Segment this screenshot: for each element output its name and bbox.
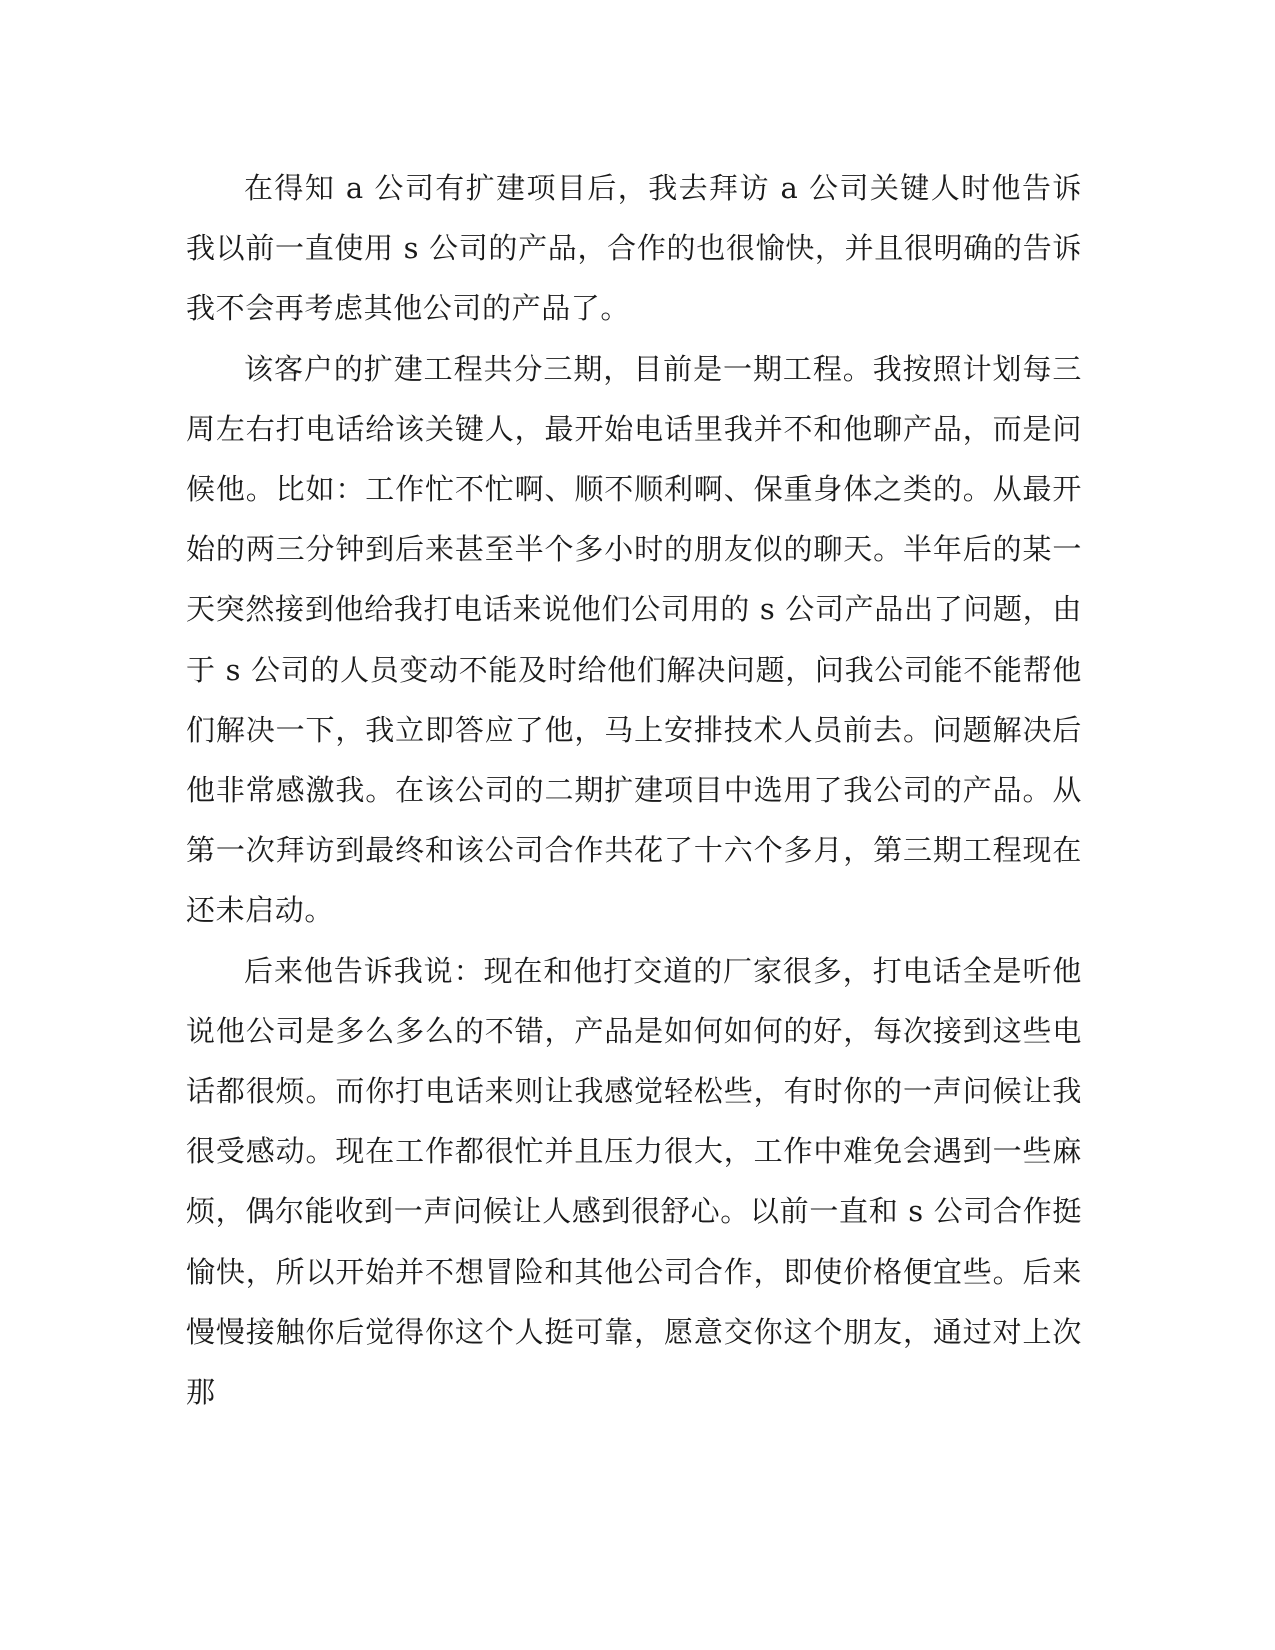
document-body — [186, 158, 1082, 1422]
paragraph-1: 在得知 a 公司有扩建项目后，我去拜访 a 公司关键人时他告诉我以前一直使用 s 公司的产品，合作的也很愉快，并且很明确的告诉我不会再考虑其他公司的产品了。 — [186, 171, 1082, 326]
paragraph-3: 后来他告诉我说：现在和他打交道的厂家很多，打电话全是听他说他公司是多么多么的不错，产品是如何如何的好，每次接到这些电话都很烦。而你打电话来则让我感觉轻松些，有时你的一声问候让我很受感动。现在工作都很忙并且压力很大，工作中难免会遇到一些麻烦，偶尔能收到一声问候让人感到很舒心。以前一直和 s 公司合作挺愉快，所以开始并不想冒险和其他公司合作，即使价格便宜些。后来慢慢接触你后觉得你这个人挺可靠，愿意交你这个朋友，通过对上次那 — [186, 953, 1082, 1410]
paragraph-2: 该客户的扩建工程共分三期，目前是一期工程。我按照计划每三周左右打电话给该关键人，最开始电话里我并不和他聊产品，而是问候他。比如：工作忙不忙啊、顺不顺利啊、保重身体之类的。从最开始的两三分钟到后来甚至半个多小时的朋友似的聊天。半年后的某一天突然接到他给我打电话来说他们公司用的 s 公司产品出了问题，由于 s 公司的人员变动不能及时给他们解决问题，问我公司能不能帮他们解决一下，我立即答应了他，马上安排技术人员前去。问题解决后他非常感激我。在该公司的二期扩建项目中选用了我公司的产品。从第一次拜访到最终和该公司合作共花了十六个多月，第三期工程现在还未启动。 — [186, 351, 1082, 928]
